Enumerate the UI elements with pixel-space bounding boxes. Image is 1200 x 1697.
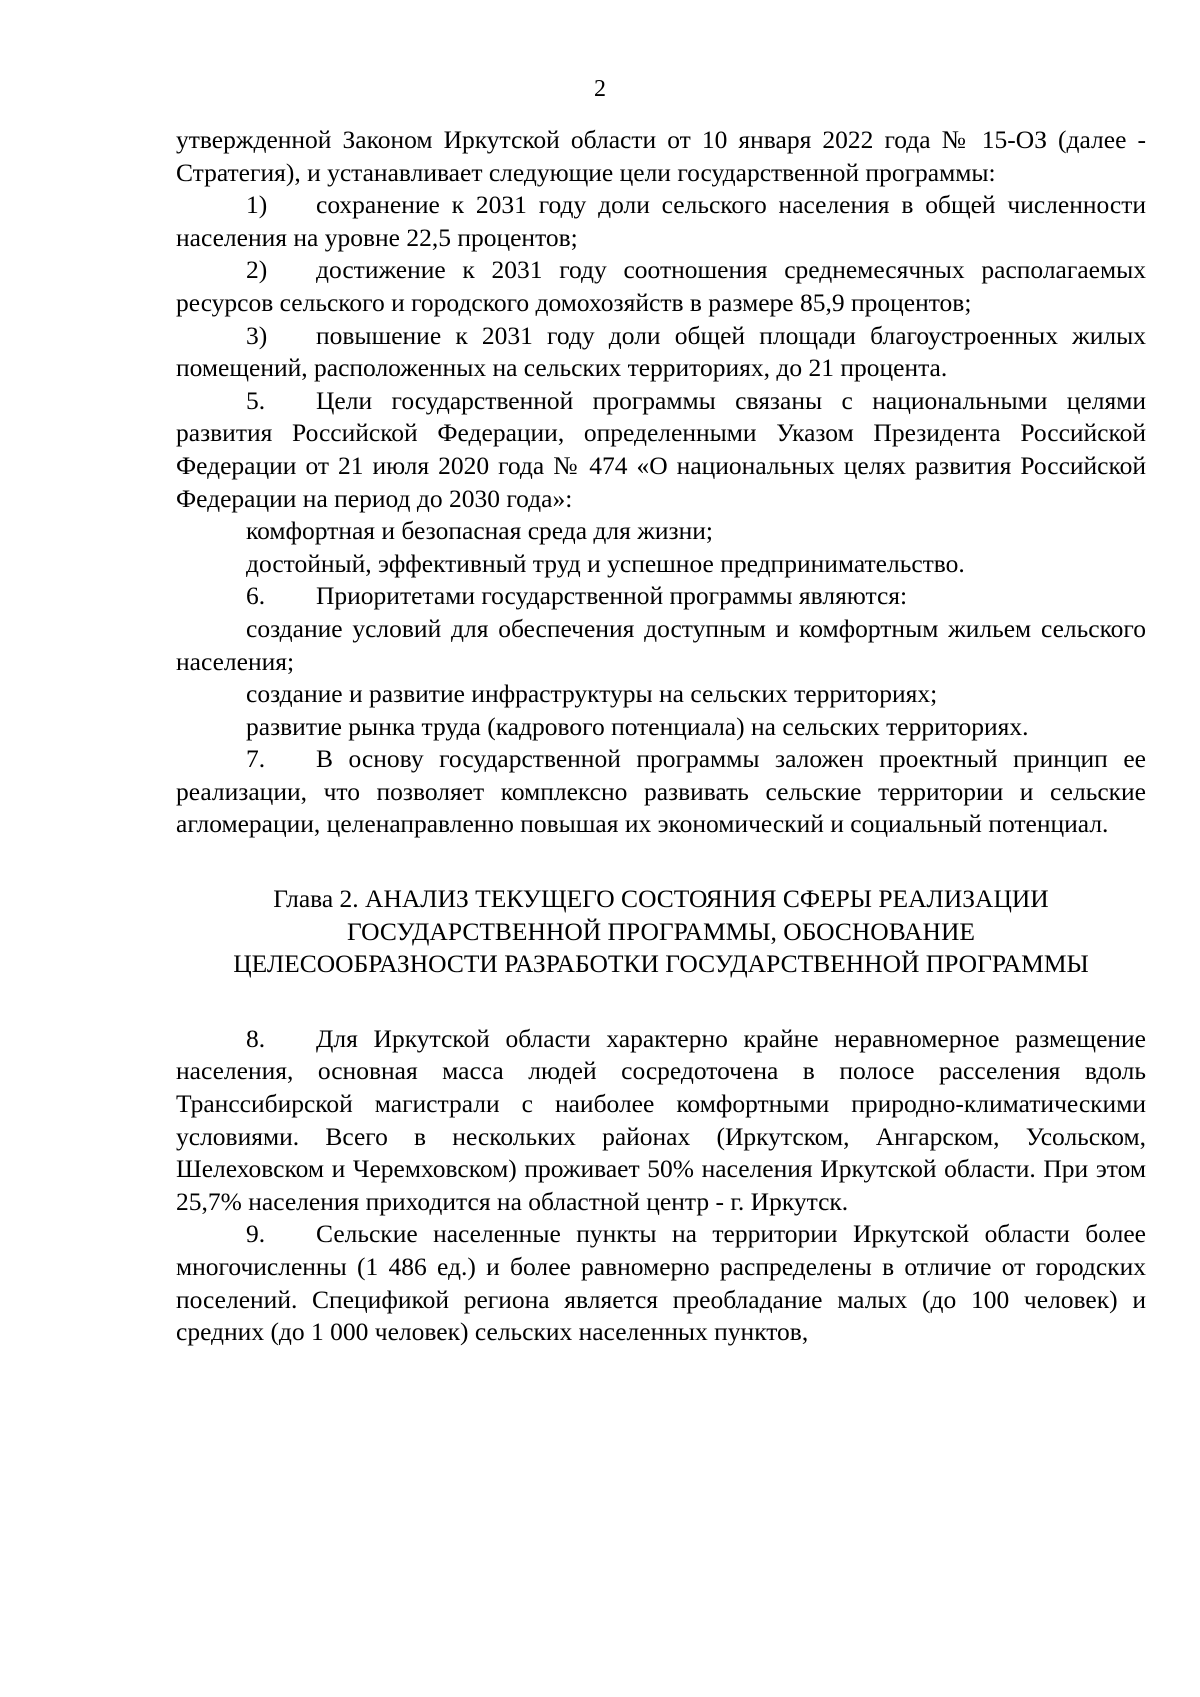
- item-8-paragraph: [176, 1023, 1146, 1219]
- item-9-paragraph: [176, 1218, 1146, 1348]
- item-number: 5.: [246, 385, 266, 415]
- intro-paragraph: утвержденной Законом Иркутской области от 10 января 2022 года № 15-ОЗ (далее - Стратегия), и устанавливает следующие цели государственной программы:: [176, 125, 1146, 187]
- item-6-sub-3: развитие рынка труда (кадрового потенциала) на сельских территориях.: [246, 711, 1029, 741]
- goal-text: сохранение к 2031 году доли сельского населения в общей численности населения на уровне 22,5 процентов;: [176, 190, 1146, 252]
- chapter-2-heading: Глава 2. АНАЛИЗ ТЕКУЩЕГО СОСТОЯНИЯ СФЕРЫ РЕАЛИЗАЦИИ ГОСУДАРСТВЕННОЙ ПРОГРАММЫ, ОБОСНОВАНИЕ ЦЕЛЕСООБРАЗНОСТИ РАЗРАБОТКИ ГОСУДАРСТВЕННОЙ ПРОГРАММЫ: [233, 884, 1089, 979]
- item-6-sub-1: создание условий для обеспечения доступным и комфортным жильем сельского населения;: [176, 613, 1146, 676]
- page-number: 2: [594, 76, 606, 102]
- goal-item-3: [176, 320, 1146, 385]
- item-5-sub-1: комфортная и безопасная среда для жизни;: [246, 516, 713, 546]
- item-6-paragraph: [176, 580, 1146, 613]
- goal-number: 1): [246, 190, 268, 220]
- item-text: Сельские населенные пункты на территории Иркутской области более многочисленны (1 486 ед.) и более равномерно распределены в отличие от городских поселений. Спецификой региона является преобладание малых (до 100 человек) и средних (до 1 000 человек) сельских населенных пунктов,: [176, 1219, 1146, 1347]
- item-number: 8.: [246, 1023, 266, 1053]
- item-text: Приоритетами государственной программы являются:: [316, 581, 908, 611]
- goal-item-1: [176, 189, 1146, 254]
- item-7-paragraph: [176, 743, 1146, 841]
- item-text: Для Иркутской области характерно крайне неравномерное размещение населения, основная масса людей сосредоточена в полосе расселения вдоль Транссибирской магистрали с наиболее комфортными природно-климатическими условиями. Всего в нескольких районах (Иркутском, Ангарском, Усольском, Шелеховском и Черемховском) проживает 50% населения Иркутской области. При этом 25,7% населения приходится на областной центр - г. Иркутск.: [176, 1023, 1146, 1216]
- goal-number: 3): [246, 320, 268, 350]
- item-number: 9.: [246, 1219, 266, 1249]
- item-5-sub-2: достойный, эффективный труд и успешное предпринимательство.: [246, 548, 965, 578]
- goal-text: повышение к 2031 году доли общей площади благоустроенных жилых помещений, расположенных на сельских территориях, до 21 процента.: [176, 320, 1146, 383]
- goal-item-2: [176, 254, 1146, 319]
- item-number: 7.: [246, 744, 266, 774]
- goal-text: достижение к 2031 году соотношения среднемесячных располагаемых ресурсов сельского и городского домохозяйств в размере 85,9 процентов;: [176, 255, 1146, 317]
- item-number: 6.: [246, 581, 266, 611]
- item-text: В основу государственной программы заложен проектный принцип ее реализации, что позволяет комплексно развивать сельские территории и сельские агломерации, целенаправленно повышая их экономический и социальный потенциал.: [176, 744, 1146, 839]
- item-6-sub-2: создание и развитие инфраструктуры на сельских территориях;: [246, 679, 938, 709]
- item-text: Цели государственной программы связаны с национальными целями развития Российской Федерации, определенными Указом Президента Российской Федерации от 21 июля 2020 года № 474 «О национальных целях развития Российской Федерации на период до 2030 года»:: [176, 385, 1146, 513]
- document-body: [176, 124, 1146, 1349]
- goal-number: 2): [246, 255, 268, 285]
- item-5-paragraph: [176, 385, 1146, 515]
